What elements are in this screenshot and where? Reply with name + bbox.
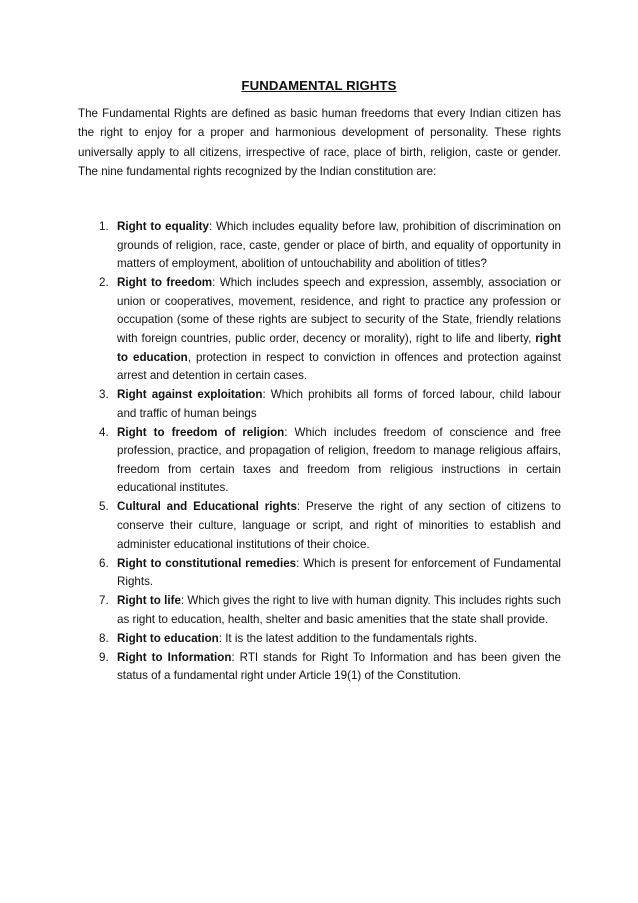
list-item-number: 9. [99, 650, 109, 664]
list-item [99, 592, 561, 629]
document-title: FUNDAMENTAL RIGHTS [241, 78, 397, 93]
right-description: : Which includes equality before law, prohibition of discrimination on grounds of religion, race, caste, gender or place of birth, and equality of opportunity in matters of employment, abolition of untouchability and abolition of titles? [117, 220, 561, 271]
list-item [99, 386, 561, 423]
right-name: Right to Information [117, 650, 232, 664]
right-name: Right to life [117, 594, 181, 608]
list-item [99, 274, 561, 386]
list-item [99, 424, 561, 498]
list-item-number: 3. [99, 388, 109, 402]
right-name: Right against exploitation [117, 388, 263, 402]
list-item [99, 218, 561, 274]
right-description-continued: , protection in respect to conviction in offences and protection against arrest and detention in certain cases. [117, 350, 562, 383]
inline-bold-term: right to education [117, 331, 561, 364]
list-item [99, 555, 561, 592]
right-description: : Which includes speech and expression, assembly, association or union or cooperatives, movement, residence, and right to practice any profession or occupation (some of these rights are subject to security of the State, friendly relations with foreign countries, public order, decency or morality), right to life and liberty, [117, 276, 561, 345]
list-item-number: 2. [99, 276, 109, 290]
right-description: : RTI stands for Right To Information and has been given the status of a fundamental right under Article 19(1) of the Constitution. [117, 650, 561, 683]
right-description: : Which prohibits all forms of forced labour, child labour and traffic of human beings [117, 388, 561, 420]
list-item-number: 8. [99, 631, 109, 645]
rights-list [99, 218, 561, 686]
right-description: : Which is present for enforcement of Fundamental Rights. [117, 556, 561, 589]
right-name: Cultural and Educational rights [117, 500, 297, 514]
intro-paragraph: The Fundamental Rights are defined as basic human freedoms that every Indian citizen has the right to enjoy for a proper and harmonious development of personality. These rights universally apply to all citizens, irrespective of race, place of birth, religion, caste or gender. The nine fundamental rights recognized by the Indian constitution are: [78, 107, 561, 179]
list-item [99, 630, 561, 649]
right-name: Right to constitutional remedies [117, 556, 297, 570]
right-name: Right to equality [117, 220, 209, 233]
list-item-number: 1. [99, 220, 109, 233]
list-item-number: 7. [99, 594, 109, 608]
right-name: Right to education [117, 631, 219, 645]
right-name: Right to freedom [117, 276, 213, 290]
list-item-number: 5. [99, 500, 109, 514]
right-description: : Which gives the right to live with human dignity. This includes rights such as right to education, health, shelter and basic amenities that the state shall provide. [117, 594, 561, 626]
right-description: : Preserve the right of any section of citizens to conserve their culture, language or script, and right of minorities to establish and administer educational institutions of their choice. [117, 500, 561, 551]
list-item [99, 498, 561, 554]
right-description: : Which includes freedom of conscience and free profession, practice, and propagation of religion, freedom to manage religious affairs, freedom from certain taxes and freedom from religious instructions in certain educational institutes. [117, 425, 562, 495]
list-item [99, 649, 561, 686]
right-name: Right to freedom of religion [117, 425, 285, 439]
list-item-number: 6. [99, 556, 109, 570]
list-item-number: 4. [99, 425, 109, 439]
right-description: : It is the latest addition to the fundamentals rights. [218, 631, 478, 645]
